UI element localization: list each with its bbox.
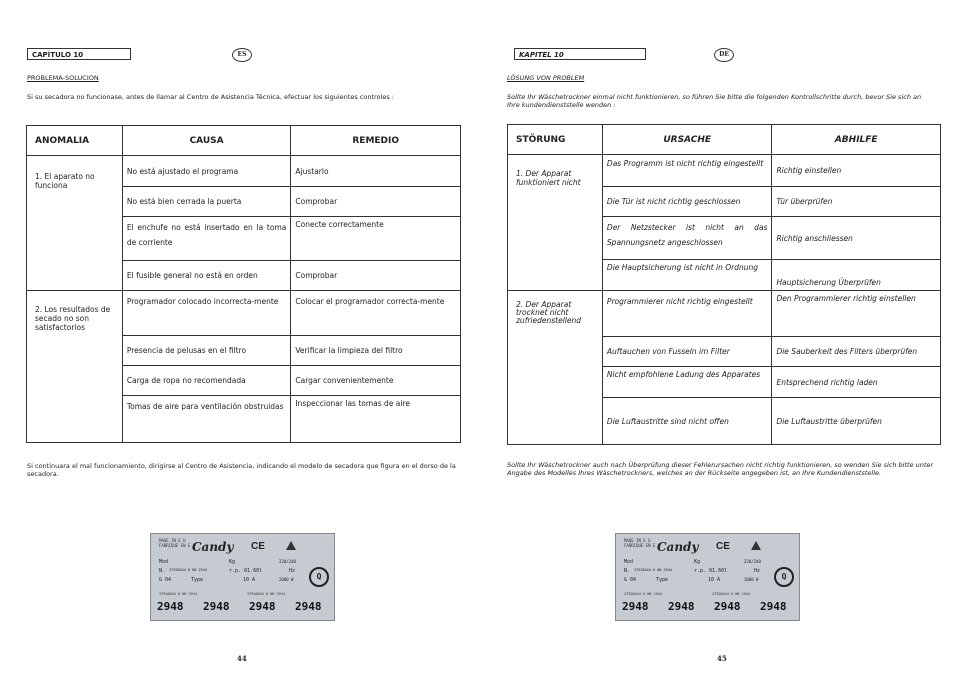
cause-cell: El enchufe no está insertado en la toma de corriente: [122, 217, 291, 261]
remedy-cell: Colocar el programador correcta-mente: [291, 291, 461, 336]
remedy-cell: Richtig anschliessen: [772, 217, 941, 260]
cause-cell: Der Netzstecker ist nicht an das Spannungsnetz angeschlossen: [602, 217, 772, 260]
intro-text: Sollte Ihr Wäschetrockner einmal nicht funktionieren, so führen Sie bitte die folgenden Kontrollschritte durch, bevor Sie sich an Ihre kundendienststelle wenden :: [507, 93, 922, 109]
remedy-cell: Entsprechend richtig laden: [772, 367, 941, 398]
header-anomaly: ANOMALIA: [27, 126, 123, 156]
plate-rp: r.p. 01.60l: [694, 568, 728, 574]
cause-cell: Carga de ropa no recomendada: [122, 366, 291, 396]
plate-g: G 04: [159, 577, 172, 583]
troubleshooting-table: [26, 125, 461, 443]
approval-emblem-icon: Q: [309, 567, 329, 587]
cause-cell: Die Hauptsicherung ist nicht in Ordnung: [602, 260, 772, 291]
plate-n-label: N.: [159, 568, 166, 574]
header-remedy: REMEDIO: [291, 126, 461, 156]
fault-group-1: 1. Der Apparat funktioniert nicht: [508, 155, 603, 291]
remedy-cell: Hauptsicherung Überprüfen: [772, 260, 941, 291]
page-number: 44: [237, 654, 247, 663]
plate-serial-small: 37920044 6 0N 2944: [712, 592, 750, 596]
rating-plate: [150, 533, 335, 621]
cause-cell: Tomas de aire para ventilación obstruidas: [122, 396, 291, 443]
intro-text: Si su secadora no funcionase, antes de llamar al Centro de Asistencia Técnica, efectuar los siguientes controles :: [27, 93, 394, 101]
anomaly-group-1: 1. El aparato no funciona: [27, 156, 123, 291]
plate-code: 2948: [157, 600, 184, 613]
plate-kg: Kg: [694, 559, 701, 565]
rating-plate: [615, 533, 800, 621]
remedy-cell: Comprobar: [291, 187, 461, 217]
remedy-cell: Verificar la limpieza del filtro: [291, 336, 461, 366]
plate-hz: Hz: [754, 568, 761, 574]
plate-serial: 37920044 6 0N 2944: [634, 568, 672, 572]
cause-cell: Nicht empfohlene Ladung des Apparates: [602, 367, 772, 398]
plate-code: 2948: [203, 600, 230, 613]
plate-amp: 10 A: [708, 577, 721, 583]
plate-serial-small: 37920044 6 0N 2944: [624, 592, 662, 596]
cause-cell: Programmierer nicht richtig eingestellt: [602, 291, 772, 337]
plate-made-in: MADE IN E U: [159, 538, 186, 543]
plate-code: 2948: [622, 600, 649, 613]
plate-watt: 2000 W: [744, 577, 759, 582]
section-title: PROBLEMA-SOLUCION: [27, 74, 99, 82]
remedy-cell: Conecte correctamente: [291, 217, 461, 261]
header-fault: STÖRUNG: [508, 125, 603, 155]
troubleshooting-table: [507, 124, 941, 445]
plate-made-in: MADE IN E U: [624, 538, 651, 543]
plate-code: 2948: [668, 600, 695, 613]
warning-icon: [286, 541, 296, 550]
cause-cell: Die Luftaustritte sind nicht offen: [602, 398, 772, 445]
remedy-cell: Ajustarlo: [291, 156, 461, 187]
remedy-cell: Inspeccionar las tomas de aire: [291, 396, 461, 443]
plate-code: 2948: [760, 600, 787, 613]
header-cause: URSACHE: [602, 125, 772, 155]
plate-code: 2948: [249, 600, 276, 613]
plate-rp: r.p. 01.60l: [229, 568, 263, 574]
plate-kg: Kg: [229, 559, 236, 565]
cause-cell: No está ajustado el programa: [122, 156, 291, 187]
plate-watt: 2000 W: [279, 577, 294, 582]
header-cause: CAUSA: [122, 126, 291, 156]
ce-mark: CE: [716, 541, 730, 552]
plate-hz: Hz: [289, 568, 296, 574]
remedy-cell: Die Luftaustritte überprüfen: [772, 398, 941, 445]
plate-g: G 04: [624, 577, 637, 583]
plate-fabrique: FABRIQUE EN E C: [624, 543, 661, 548]
plate-code: 2948: [295, 600, 322, 613]
plate-code: 2948: [714, 600, 741, 613]
plate-volt: 220/240: [744, 559, 761, 564]
cause-cell: El fusible general no está en orden: [122, 261, 291, 291]
approval-emblem-icon: Q: [774, 567, 794, 587]
plate-amp: 10 A: [243, 577, 256, 583]
remedy-cell: Die Sauberkeit des Filters überprüfen: [772, 337, 941, 367]
cause-cell: Programador colocado incorrecta-mente: [122, 291, 291, 336]
plate-n-label: N.: [624, 568, 631, 574]
ce-mark: CE: [251, 541, 265, 552]
plate-fabrique: FABRIQUE EN E C: [159, 543, 196, 548]
language-badge: ES: [232, 48, 252, 62]
cause-cell: No está bien cerrada la puerta: [122, 187, 291, 217]
language-badge: DE: [714, 48, 734, 62]
footer-note: Sollte Ihr Wäschetrockner auch nach Überprüfung dieser Fehlerursachen nicht richtig funktionieren, so wenden Sie sich bitte unter Angabe des Modelles Ihres Wäschetrockners, welches an der Rückseite angegeben ist, an Ihre Kundendienststelle.: [507, 461, 934, 477]
chapter-label: CAPÍTULO 10: [27, 48, 131, 60]
plate-serial-small: 37920044 6 0N 2944: [159, 592, 197, 596]
remedy-cell: Comprobar: [291, 261, 461, 291]
candy-logo: Candy: [192, 540, 234, 554]
cause-cell: Das Programm ist nicht richtig eingestellt: [602, 155, 772, 187]
warning-icon: [751, 541, 761, 550]
plate-mod: Mod: [159, 559, 169, 565]
plate-mod: Mod: [624, 559, 634, 565]
remedy-cell: Den Programmierer richtig einstellen: [772, 291, 941, 337]
page-right: [477, 0, 954, 675]
cause-cell: Presencia de pelusas en el filtro: [122, 336, 291, 366]
header-remedy: ABHILFE: [772, 125, 941, 155]
anomaly-group-2: 2. Los resultados de secado no son satisfactorios: [27, 291, 123, 443]
plate-serial: 37920044 6 0N 2944: [169, 568, 207, 572]
page-number: 45: [717, 654, 727, 663]
remedy-cell: Cargar convenientemente: [291, 366, 461, 396]
section-title: LÖSUNG VON PROBLEM: [507, 74, 585, 82]
plate-type: Type: [656, 577, 669, 583]
fault-group-2: 2. Der Apparat trocknet nicht zufriedenstellend: [508, 291, 603, 445]
plate-type: Type: [191, 577, 204, 583]
chapter-label: KAPITEL 10: [514, 48, 646, 60]
candy-logo: Candy: [657, 540, 699, 554]
cause-cell: Die Tür ist nicht richtig geschlossen: [602, 187, 772, 217]
footer-note: Si continuara el mal funcionamiento, dirigirse al Centro de Asistencia, indicando el modelo de secadora que figura en el dorso de la secadora.: [27, 462, 456, 478]
plate-volt: 220/240: [279, 559, 296, 564]
cause-cell: Auftauchen von Fusseln im Filter: [602, 337, 772, 367]
remedy-cell: Tür überprüfen: [772, 187, 941, 217]
remedy-cell: Richtig einstellen: [772, 155, 941, 187]
plate-serial-small: 37920044 6 0N 2944: [247, 592, 285, 596]
